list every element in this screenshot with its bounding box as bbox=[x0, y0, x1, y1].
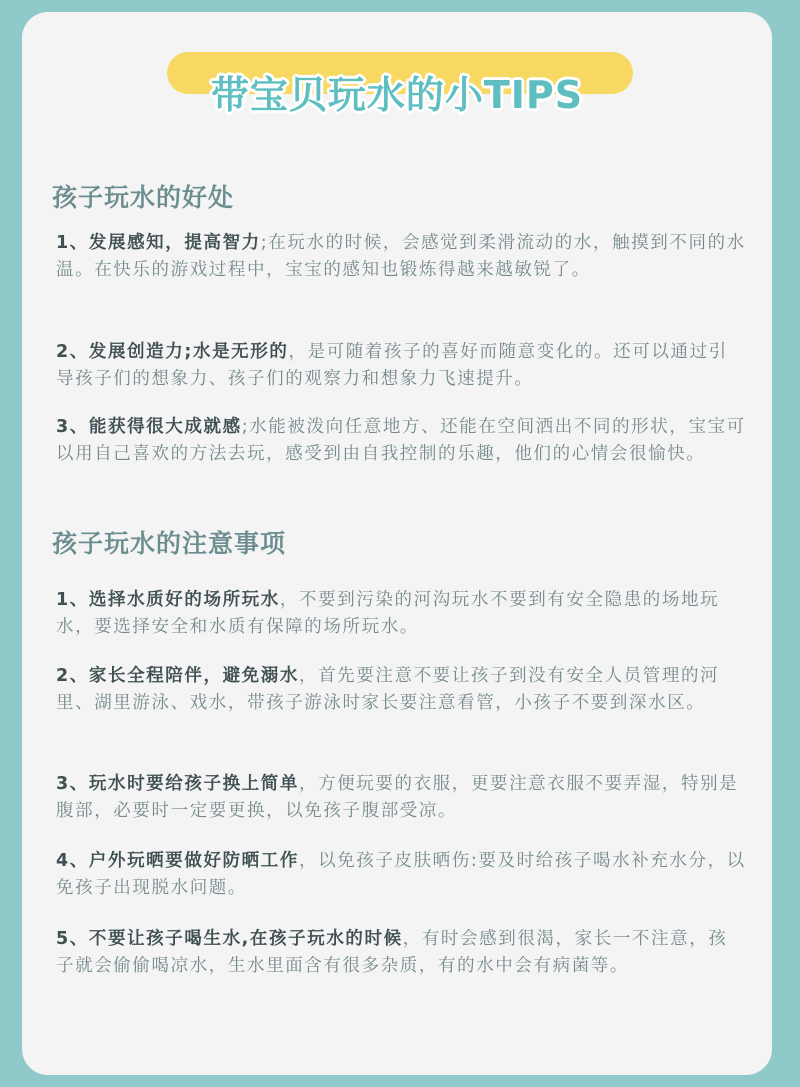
item-body: ，不要到污染的河沟玩水不要到有安全隐患的场地玩水，要选择安全和水质有保障的场所玩水。 bbox=[56, 590, 720, 637]
title-area bbox=[22, 64, 772, 119]
item-body: ，首先要注意不要让孩子到没有安全人员管理的河里、湖里游泳、戏水，带孩子游泳时家长要注意看管，小孩子不要到深水区。 bbox=[56, 666, 720, 713]
item-lead: 3、能获得很大成就感 bbox=[56, 417, 242, 437]
item-lead: 3、玩水时要给孩子换上简单 bbox=[56, 774, 299, 794]
precaution-item bbox=[56, 926, 746, 980]
precaution-item bbox=[56, 663, 746, 717]
benefit-item bbox=[56, 339, 746, 393]
item-body: ，以免孩子皮肤晒伤:要及时给孩子喝水补充水分，以免孩子出现脱水问题。 bbox=[56, 851, 746, 898]
page-title: 带宝贝玩水的小TIPS bbox=[210, 73, 584, 117]
benefit-item bbox=[56, 414, 746, 468]
item-lead: 1、发展感知，提高智力 bbox=[56, 233, 261, 253]
precaution-item bbox=[56, 771, 746, 825]
item-lead: 4、户外玩晒要做好防晒工作 bbox=[56, 851, 299, 871]
item-lead: 2、发展创造力;水是无形的 bbox=[56, 342, 289, 362]
item-lead: 1、选择水质好的场所玩水 bbox=[56, 590, 280, 610]
item-body: ，方便玩要的衣服，更要注意衣服不要弄湿，特别是腹部，必要时一定要更换，以免孩子腹部受凉。 bbox=[56, 774, 739, 821]
item-lead: 5、不要让孩子喝生水,在孩子玩水的时候 bbox=[56, 929, 403, 949]
item-body: ，有时会感到很渴，家长一不注意，孩子就会偷偷喝凉水，生水里面含有很多杂质，有的水中会有病菌等。 bbox=[56, 929, 728, 976]
section-heading-benefits: 孩子玩水的好处 bbox=[52, 183, 235, 212]
section-heading-precautions: 孩子玩水的注意事项 bbox=[52, 529, 287, 558]
precaution-item bbox=[56, 848, 746, 902]
content-card bbox=[22, 12, 772, 1075]
item-lead: 2、家长全程陪伴，避免溺水 bbox=[56, 666, 299, 686]
benefit-item bbox=[56, 230, 746, 284]
item-body: ，是可随着孩子的喜好而随意变化的。还可以通过引导孩子们的想象力、孩子们的观察力和想象力飞速提升。 bbox=[56, 342, 728, 389]
precaution-item bbox=[56, 587, 746, 641]
item-body: ;在玩水的时候，会感觉到柔滑流动的水，触摸到不同的水温。在快乐的游戏过程中，宝宝的感知也锻炼得越来越敏锐了。 bbox=[56, 233, 746, 280]
item-body: ;水能被泼向任意地方、还能在空间洒出不同的形状，宝宝可以用自己喜欢的方法去玩，感受到由自我控制的乐趣，他们的心情会很愉快。 bbox=[56, 417, 746, 464]
